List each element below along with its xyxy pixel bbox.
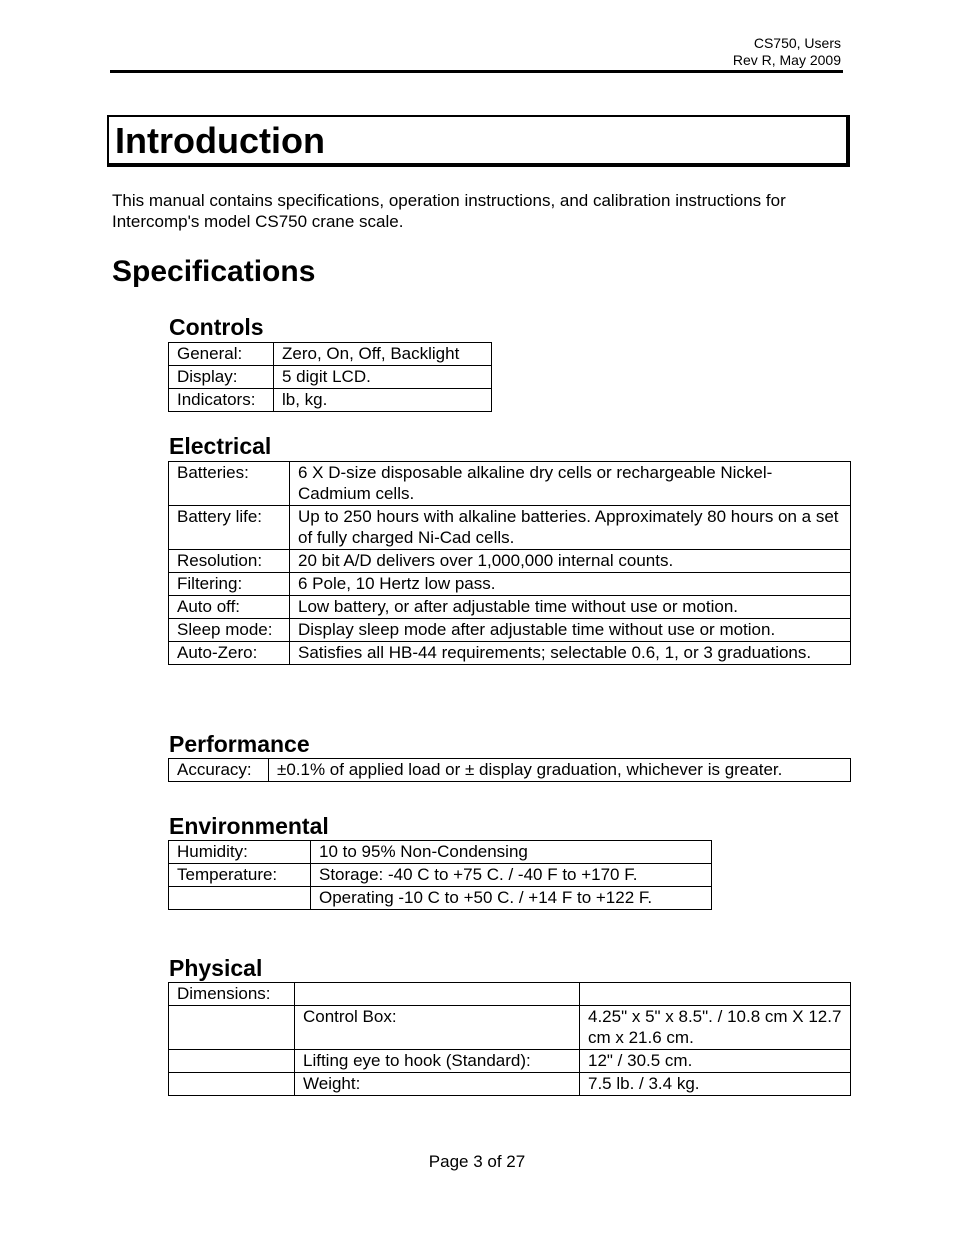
table-row: [169, 642, 851, 665]
table-row: [169, 573, 851, 596]
spec-value: 6 X D-size disposable alkaline dry cells or rechargeable Nickel-Cadmium cells.: [290, 462, 851, 506]
spec-label: Battery life:: [169, 506, 290, 550]
physical-heading: Physical: [169, 955, 263, 981]
document-header-revision: Rev R, May 2009: [732, 52, 841, 68]
table-row: [169, 1006, 851, 1050]
table-row: [169, 550, 851, 573]
page-number: Page 3 of 27: [428, 1152, 526, 1171]
spec-label: Display:: [169, 366, 274, 389]
spec-value: [580, 983, 851, 1006]
spec-label: Indicators:: [169, 389, 274, 412]
spec-value: lb, kg.: [274, 389, 492, 412]
table-row: [169, 1073, 851, 1096]
controls-table: [168, 342, 492, 412]
spec-value: Low battery, or after adjustable time without use or motion.: [290, 596, 851, 619]
spec-label: General:: [169, 343, 274, 366]
table-row: [169, 343, 492, 366]
spec-label: Resolution:: [169, 550, 290, 573]
spec-label: Accuracy:: [169, 759, 269, 782]
table-row: [169, 366, 492, 389]
spec-value: 5 digit LCD.: [274, 366, 492, 389]
table-row: [169, 887, 712, 910]
electrical-table: [168, 461, 851, 665]
spec-sublabel: Control Box:: [295, 1006, 580, 1050]
table-row: [169, 506, 851, 550]
spec-sublabel: Lifting eye to hook (Standard):: [295, 1050, 580, 1073]
spec-label: Dimensions:: [169, 983, 295, 1006]
spec-value: 20 bit A/D delivers over 1,000,000 internal counts.: [290, 550, 851, 573]
performance-table: [168, 758, 851, 782]
spec-label: Humidity:: [169, 841, 311, 864]
spec-value: ±0.1% of applied load or ± display graduation, whichever is greater.: [269, 759, 851, 782]
introduction-heading-box: [107, 115, 850, 167]
spec-label: Auto off:: [169, 596, 290, 619]
table-row: [169, 619, 851, 642]
spec-value: 7.5 lb. / 3.4 kg.: [580, 1073, 851, 1096]
electrical-heading: Electrical: [169, 433, 272, 459]
spec-value: Storage: -40 C to +75 C. / -40 F to +170 F.: [311, 864, 712, 887]
spec-value: 4.25" x 5" x 8.5". / 10.8 cm X 12.7 cm x 21.6 cm.: [580, 1006, 851, 1050]
table-row: [169, 983, 851, 1006]
introduction-paragraph: This manual contains specifications, operation instructions, and calibration instructions for Intercomp's model CS750 crane scale.: [112, 191, 786, 231]
spec-label: [169, 1073, 295, 1096]
spec-value: Display sleep mode after adjustable time without use or motion.: [290, 619, 851, 642]
spec-label: Batteries:: [169, 462, 290, 506]
spec-value: 6 Pole, 10 Hertz low pass.: [290, 573, 851, 596]
physical-table: [168, 982, 851, 1096]
spec-label: [169, 1050, 295, 1073]
spec-label: Filtering:: [169, 573, 290, 596]
spec-label: Auto-Zero:: [169, 642, 290, 665]
table-row: [169, 462, 851, 506]
table-row: [169, 841, 712, 864]
spec-sublabel: [295, 983, 580, 1006]
spec-value: Up to 250 hours with alkaline batteries. Approximately 80 hours on a set of fully charged Ni-Cad cells.: [290, 506, 851, 550]
controls-heading: Controls: [169, 314, 264, 340]
spec-sublabel: Weight:: [295, 1073, 580, 1096]
spec-value: 10 to 95% Non-Condensing: [311, 841, 712, 864]
specifications-heading: Specifications: [112, 255, 316, 288]
table-row: [169, 389, 492, 412]
table-row: [169, 759, 851, 782]
spec-label: Sleep mode:: [169, 619, 290, 642]
introduction-heading: Introduction: [115, 120, 325, 161]
performance-heading: Performance: [169, 731, 310, 757]
table-row: [169, 1050, 851, 1073]
environmental-table: [168, 840, 712, 910]
spec-label: [169, 1006, 295, 1050]
table-row: [169, 864, 712, 887]
table-row: [169, 596, 851, 619]
header-rule: [110, 70, 843, 73]
spec-value: Zero, On, Off, Backlight: [274, 343, 492, 366]
spec-label: Temperature:: [169, 864, 311, 887]
spec-value: Satisfies all HB-44 requirements; selectable 0.6, 1, or 3 graduations.: [290, 642, 851, 665]
spec-label: [169, 887, 311, 910]
environmental-heading: Environmental: [169, 813, 329, 839]
spec-value: 12" / 30.5 cm.: [580, 1050, 851, 1073]
spec-value: Operating -10 C to +50 C. / +14 F to +122 F.: [311, 887, 712, 910]
document-header-title: CS750, Users: [753, 35, 841, 51]
